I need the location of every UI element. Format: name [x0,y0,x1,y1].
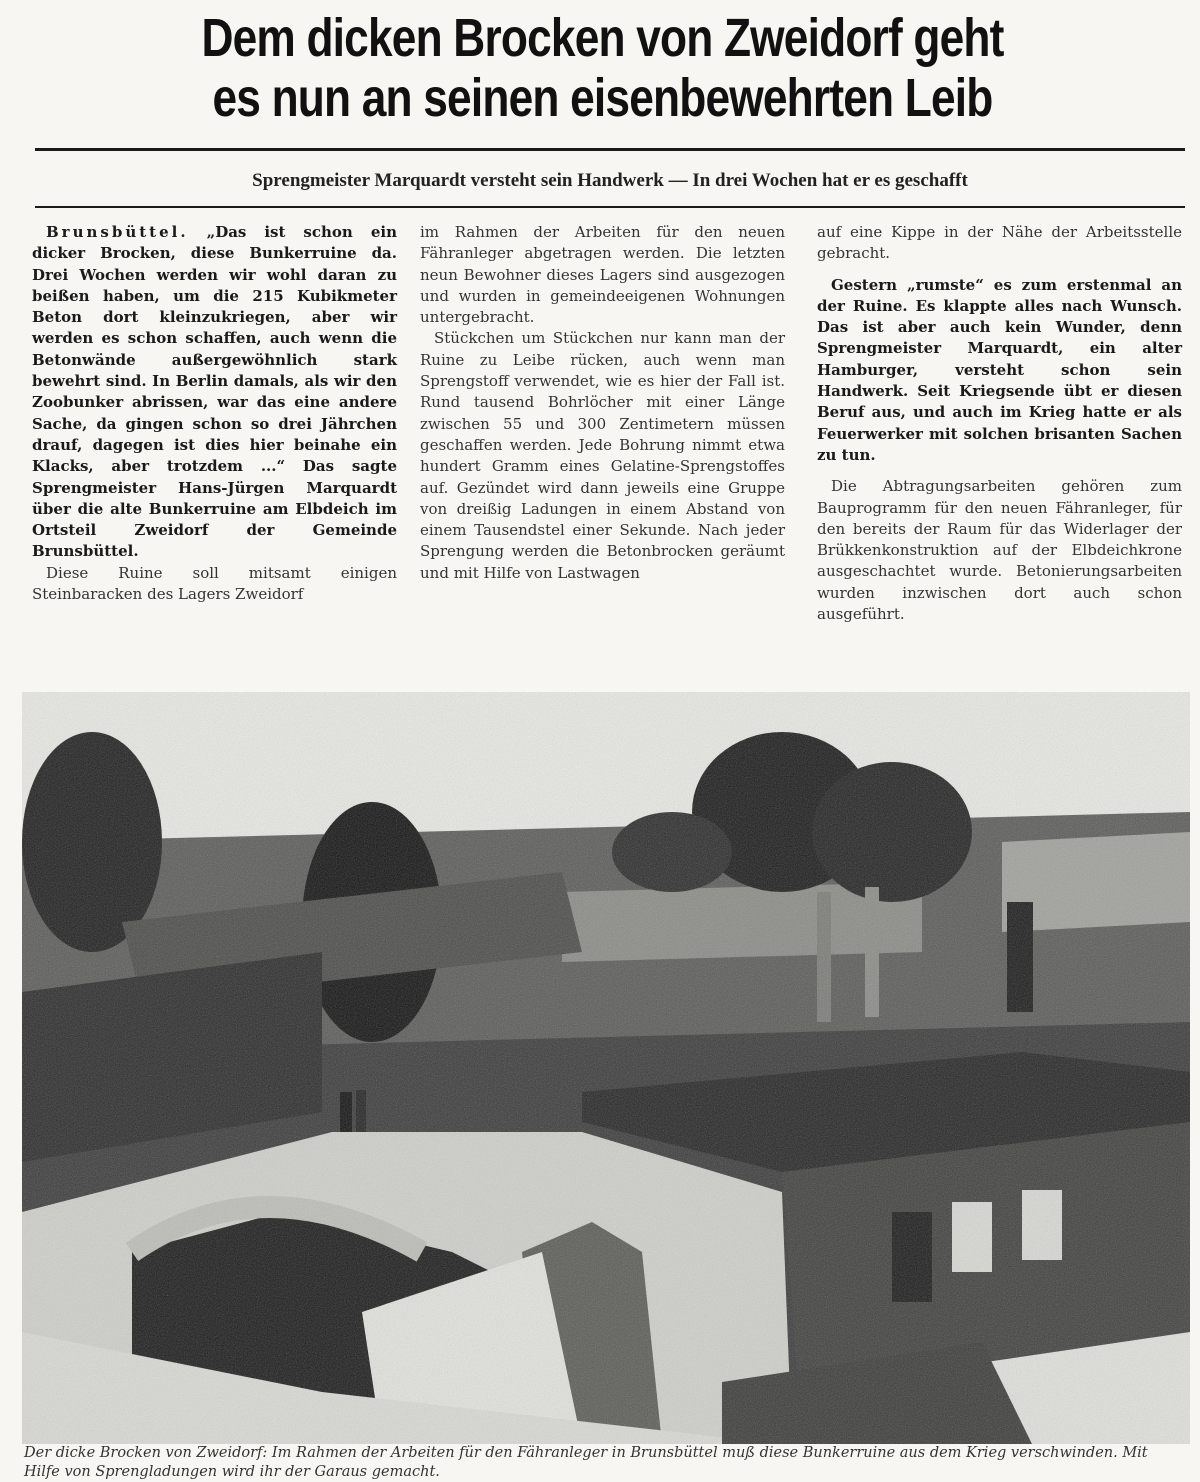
column-2 [420,222,785,584]
paragraph: im Rahmen der Arbeiten für den neuen Fähranleger abgetragen werden. Die letzten neun Bewohner dieses Lagers sind ausgezogen und wurden in gemeindeeigenen Wohnungen untergebracht. [420,223,785,327]
bunker-ruin-photo [22,692,1190,1444]
bold-paragraph: Gestern „rumste“ es zum erstenmal an der Ruine. Es klappte alles nach Wunsch. Das ist aber auch kein Wunder, denn Sprengmeister Marquardt, ein alter Hamburger, versteht schon sein Handwerk. Seit Kriegsende übt er diesen Beruf aus, und auch im Krieg hatte er als Feuerwerker mit solchen brisanten Sachen zu tun. [817,275,1182,464]
headline [125,8,1080,128]
paragraph: Stückchen um Stückchen nur kann man der Ruine zu Leibe rücken, auch wenn man Sprengstoff verwendet, wie es hier der Fall ist. Rund tausend Bohrlöcher mit einer Länge zwischen 55 und 300 Zentimetern müssen geschaffen werden. Jede Bohrung nimmt etwa hundert Gramm eines Gelatine-Sprengstoffes auf. Gezündet wird dann jeweils eine Gruppe von dreißig Ladungen in einem Abstand von einem Tausendstel einer Sekunde. Nach jeder Sprengung werden die Betonbrocken geräumt und mit Hilfe von Lastwagen [420,329,785,582]
subheadline-rule [35,206,1185,208]
lead-paragraph [32,222,397,563]
photo-illustration [22,692,1190,1444]
paragraph: Diese Ruine soll mitsamt einigen Steinbaracken des Lagers Zweidorf [32,563,397,604]
column-1 [32,222,397,605]
paragraph: auf eine Kippe in der Nähe der Arbeitsstelle gebracht. [817,223,1182,263]
article-columns [30,222,1190,672]
column-3 [817,222,1182,625]
lead-paragraph-text: „Das ist schon ein dicker Brocken, diese Bunkerruine da. Drei Wochen werden wir wohl daran zu beißen haben, um die 215 Kubikmeter Beton dort kleinzukriegen, aber wir werden es schon schaffen, auch wenn die Betonwände außergewöhnlich stark bewehrt sind. In Berlin damals, als wir den Zoobunker abrissen, war das eine andere Sache, da gingen schon so drei Jährchen drauf, dagegen ist dies hier beinahe ein Klacks, aber trotzdem ...“ Das sagte Sprengmeister Hans-Jürgen Marquardt über die alte Bunkerruine am Elbdeich im Ortsteil Zweidorf der Gemeinde Brunsbüttel. [32,223,397,561]
subheadline: Sprengmeister Marquardt versteht sein Handwerk — In drei Wochen hat er es geschafft [252,170,968,191]
dateline: Brunsbüttel. [46,223,189,241]
photo-caption: Der dicke Brocken von Zweidorf: Im Rahmen der Arbeiten für den Fähranleger in Brunsbüttel muß diese Bunkerruine aus dem Krieg verschwinden. Mit Hilfe von Sprengladungen wird ihr der Garaus gemacht. [24,1445,1148,1480]
headline-rule [35,148,1185,151]
headline-line-1: Dem dicken Brocken von Zweidorf geht [201,8,1004,68]
paragraph: Die Abtragungsarbeiten gehören zum Bauprogramm für den neuen Fähranleger, für den bereits der Raum für das Widerlager der Brükkenkonstruktion auf der Elbdeichkrone ausgeschachtet wurde. Betonierungsarbeiten wurden inzwischen dort auch schon ausgeführt. [817,477,1182,624]
headline-line-2: es nun an seinen eisenbewehrten Leib [212,68,993,128]
